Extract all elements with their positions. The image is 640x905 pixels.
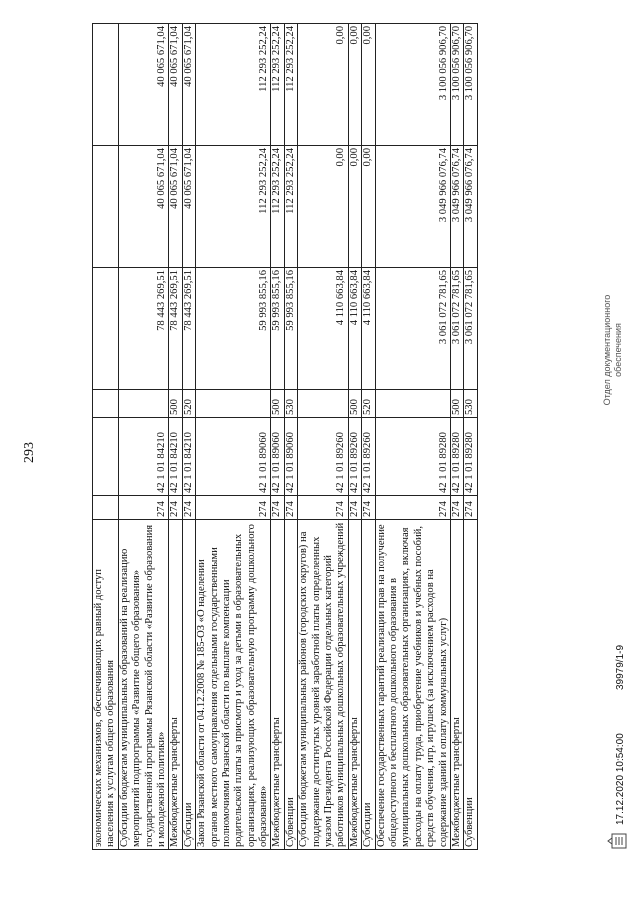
row-name: Межбюджетные трансферты	[348, 520, 361, 850]
row-value-2020: 59 993 855,16	[271, 268, 284, 390]
row-value-2020: 4 110 663,84	[298, 268, 349, 390]
row-value-2020: 78 443 269,51	[169, 268, 182, 390]
row-value-2022: 0,00	[348, 24, 361, 146]
row-target-code: 42 1 01 89260	[348, 418, 361, 496]
table-row	[93, 24, 119, 850]
row-value-2022: 112 293 252,24	[284, 24, 297, 146]
row-value-2021: 0,00	[298, 146, 349, 268]
table-row	[362, 24, 375, 850]
row-name: Субсидии бюджетам муниципальных районов (городских округов) на поддержание достигнутых уровней заработной платы определенных указом Президента Российской Федерации отдельных категорий работников муниципальных дошкольных образовательных учреждений	[298, 520, 349, 850]
row-expense-type: 530	[464, 390, 477, 418]
row-target-code: 42 1 01 89060	[284, 418, 297, 496]
row-expense-type	[375, 390, 450, 418]
row-expense-type	[196, 390, 271, 418]
row-name: Обеспечение государственных гарантий реализации прав на получение общедоступного и бесплатного дошкольного образования в муниципальных дошкольных образовательных организациях, включая расходы на оплату труда, приобретение учебников и учебных пособий, средств обучения, игр, игрушек (за исключением расходов на содержание зданий и оплату коммунальных услуг)	[375, 520, 450, 850]
row-chapter-code: 274	[169, 496, 182, 520]
row-name: Межбюджетные трансферты	[271, 520, 284, 850]
row-chapter-code: 274	[450, 496, 463, 520]
row-value-2020: 3 061 072 781,65	[450, 268, 463, 390]
row-expense-type: 500	[450, 390, 463, 418]
row-expense-type: 500	[271, 390, 284, 418]
row-expense-type	[118, 390, 169, 418]
row-value-2022: 40 065 671,04	[182, 24, 195, 146]
row-chapter-code: 274	[196, 496, 271, 520]
stamp-icon	[606, 832, 628, 850]
row-value-2022: 3 100 056 906,70	[450, 24, 463, 146]
table-row	[169, 24, 182, 850]
row-value-2021: 40 065 671,04	[169, 146, 182, 268]
row-name: Субсидии	[362, 520, 375, 850]
row-value-2021: 3 049 966 076,74	[464, 146, 477, 268]
row-value-2021: 112 293 252,24	[271, 146, 284, 268]
table-row	[375, 24, 450, 850]
row-name: Субвенции	[464, 520, 477, 850]
row-value-2020: 4 110 663,84	[348, 268, 361, 390]
footer-datetime: 17.12.2020 10:54:00	[615, 733, 626, 825]
row-value-2020: 3 061 072 781,65	[464, 268, 477, 390]
row-expense-type	[93, 390, 119, 418]
row-value-2022: 0,00	[298, 24, 349, 146]
row-expense-type: 500	[348, 390, 361, 418]
table-row	[464, 24, 477, 850]
row-value-2021: 0,00	[362, 146, 375, 268]
row-value-2020	[93, 268, 119, 390]
row-chapter-code: 274	[298, 496, 349, 520]
row-value-2021: 112 293 252,24	[284, 146, 297, 268]
row-value-2022: 3 100 056 906,70	[375, 24, 450, 146]
row-expense-type: 520	[362, 390, 375, 418]
table-row	[182, 24, 195, 850]
row-value-2022	[93, 24, 119, 146]
row-value-2020: 4 110 663,84	[362, 268, 375, 390]
footer-note: Отдел документационного обеспечения	[602, 294, 623, 406]
row-expense-type: 520	[182, 390, 195, 418]
row-value-2021: 3 049 966 076,74	[450, 146, 463, 268]
row-value-2021	[93, 146, 119, 268]
row-name: Субсидии	[182, 520, 195, 850]
row-chapter-code	[93, 496, 119, 520]
row-value-2022: 0,00	[362, 24, 375, 146]
row-value-2020: 59 993 855,16	[284, 268, 297, 390]
table-row	[271, 24, 284, 850]
row-chapter-code: 274	[362, 496, 375, 520]
row-value-2021: 112 293 252,24	[196, 146, 271, 268]
row-value-2022: 40 065 671,04	[118, 24, 169, 146]
row-value-2022: 112 293 252,24	[196, 24, 271, 146]
table-row	[298, 24, 349, 850]
row-target-code: 42 1 01 89060	[271, 418, 284, 496]
row-target-code: 42 1 01 89060	[196, 418, 271, 496]
row-value-2022: 3 100 056 906,70	[464, 24, 477, 146]
row-name: Закон Рязанской области от 04.12.2008 № 185-ОЗ «О наделении органов местного самоуправления отдельными государственными полномочиями Рязанской области по выплате компенсации родительской платы за присмотр и уход за детьми в образовательных организациях, реализующих образовательную программу дошкольного образования»	[196, 520, 271, 850]
row-target-code: 42 1 01 89280	[464, 418, 477, 496]
row-expense-type: 530	[284, 390, 297, 418]
row-value-2021: 0,00	[348, 146, 361, 268]
row-target-code: 42 1 01 89260	[298, 418, 349, 496]
budget-table	[92, 23, 478, 850]
table-row	[196, 24, 271, 850]
row-name: Межбюджетные трансферты	[450, 520, 463, 850]
row-expense-type	[298, 390, 349, 418]
row-expense-type: 500	[169, 390, 182, 418]
row-value-2021: 40 065 671,04	[118, 146, 169, 268]
row-value-2021: 3 049 966 076,74	[375, 146, 450, 268]
table-row	[118, 24, 169, 850]
row-target-code: 42 1 01 84210	[118, 418, 169, 496]
row-value-2020: 78 443 269,51	[182, 268, 195, 390]
row-target-code: 42 1 01 89280	[375, 418, 450, 496]
table-row	[348, 24, 361, 850]
table-row	[284, 24, 297, 850]
row-target-code: 42 1 01 89260	[362, 418, 375, 496]
row-chapter-code: 274	[118, 496, 169, 520]
row-name: Субсидии бюджетам муниципальных образований на реализацию мероприятий подпрограммы «Развитие общего образования» государственной программы Рязанской области «Развитие образования и молодежной политики»	[118, 520, 169, 850]
row-value-2022: 40 065 671,04	[169, 24, 182, 146]
row-name: Межбюджетные трансферты	[169, 520, 182, 850]
row-target-code: 42 1 01 84210	[182, 418, 195, 496]
row-value-2020: 59 993 855,16	[196, 268, 271, 390]
row-chapter-code: 274	[284, 496, 297, 520]
row-chapter-code: 274	[348, 496, 361, 520]
table-row	[450, 24, 463, 850]
row-target-code	[93, 418, 119, 496]
row-chapter-code: 274	[182, 496, 195, 520]
row-value-2022: 112 293 252,24	[271, 24, 284, 146]
row-value-2020: 78 443 269,51	[118, 268, 169, 390]
row-name: Субвенции	[284, 520, 297, 850]
row-value-2021: 40 065 671,04	[182, 146, 195, 268]
row-chapter-code: 274	[464, 496, 477, 520]
row-name: экономических механизмов, обеспечивающих равный доступ населения к услугам общего образования	[93, 520, 119, 850]
footer-doc-number: 39979/1-9	[615, 644, 626, 690]
row-chapter-code: 274	[271, 496, 284, 520]
row-target-code: 42 1 01 89280	[450, 418, 463, 496]
row-value-2020: 3 061 072 781,65	[375, 268, 450, 390]
page-number: 293	[22, 442, 37, 463]
row-target-code: 42 1 01 84210	[169, 418, 182, 496]
row-chapter-code: 274	[375, 496, 450, 520]
